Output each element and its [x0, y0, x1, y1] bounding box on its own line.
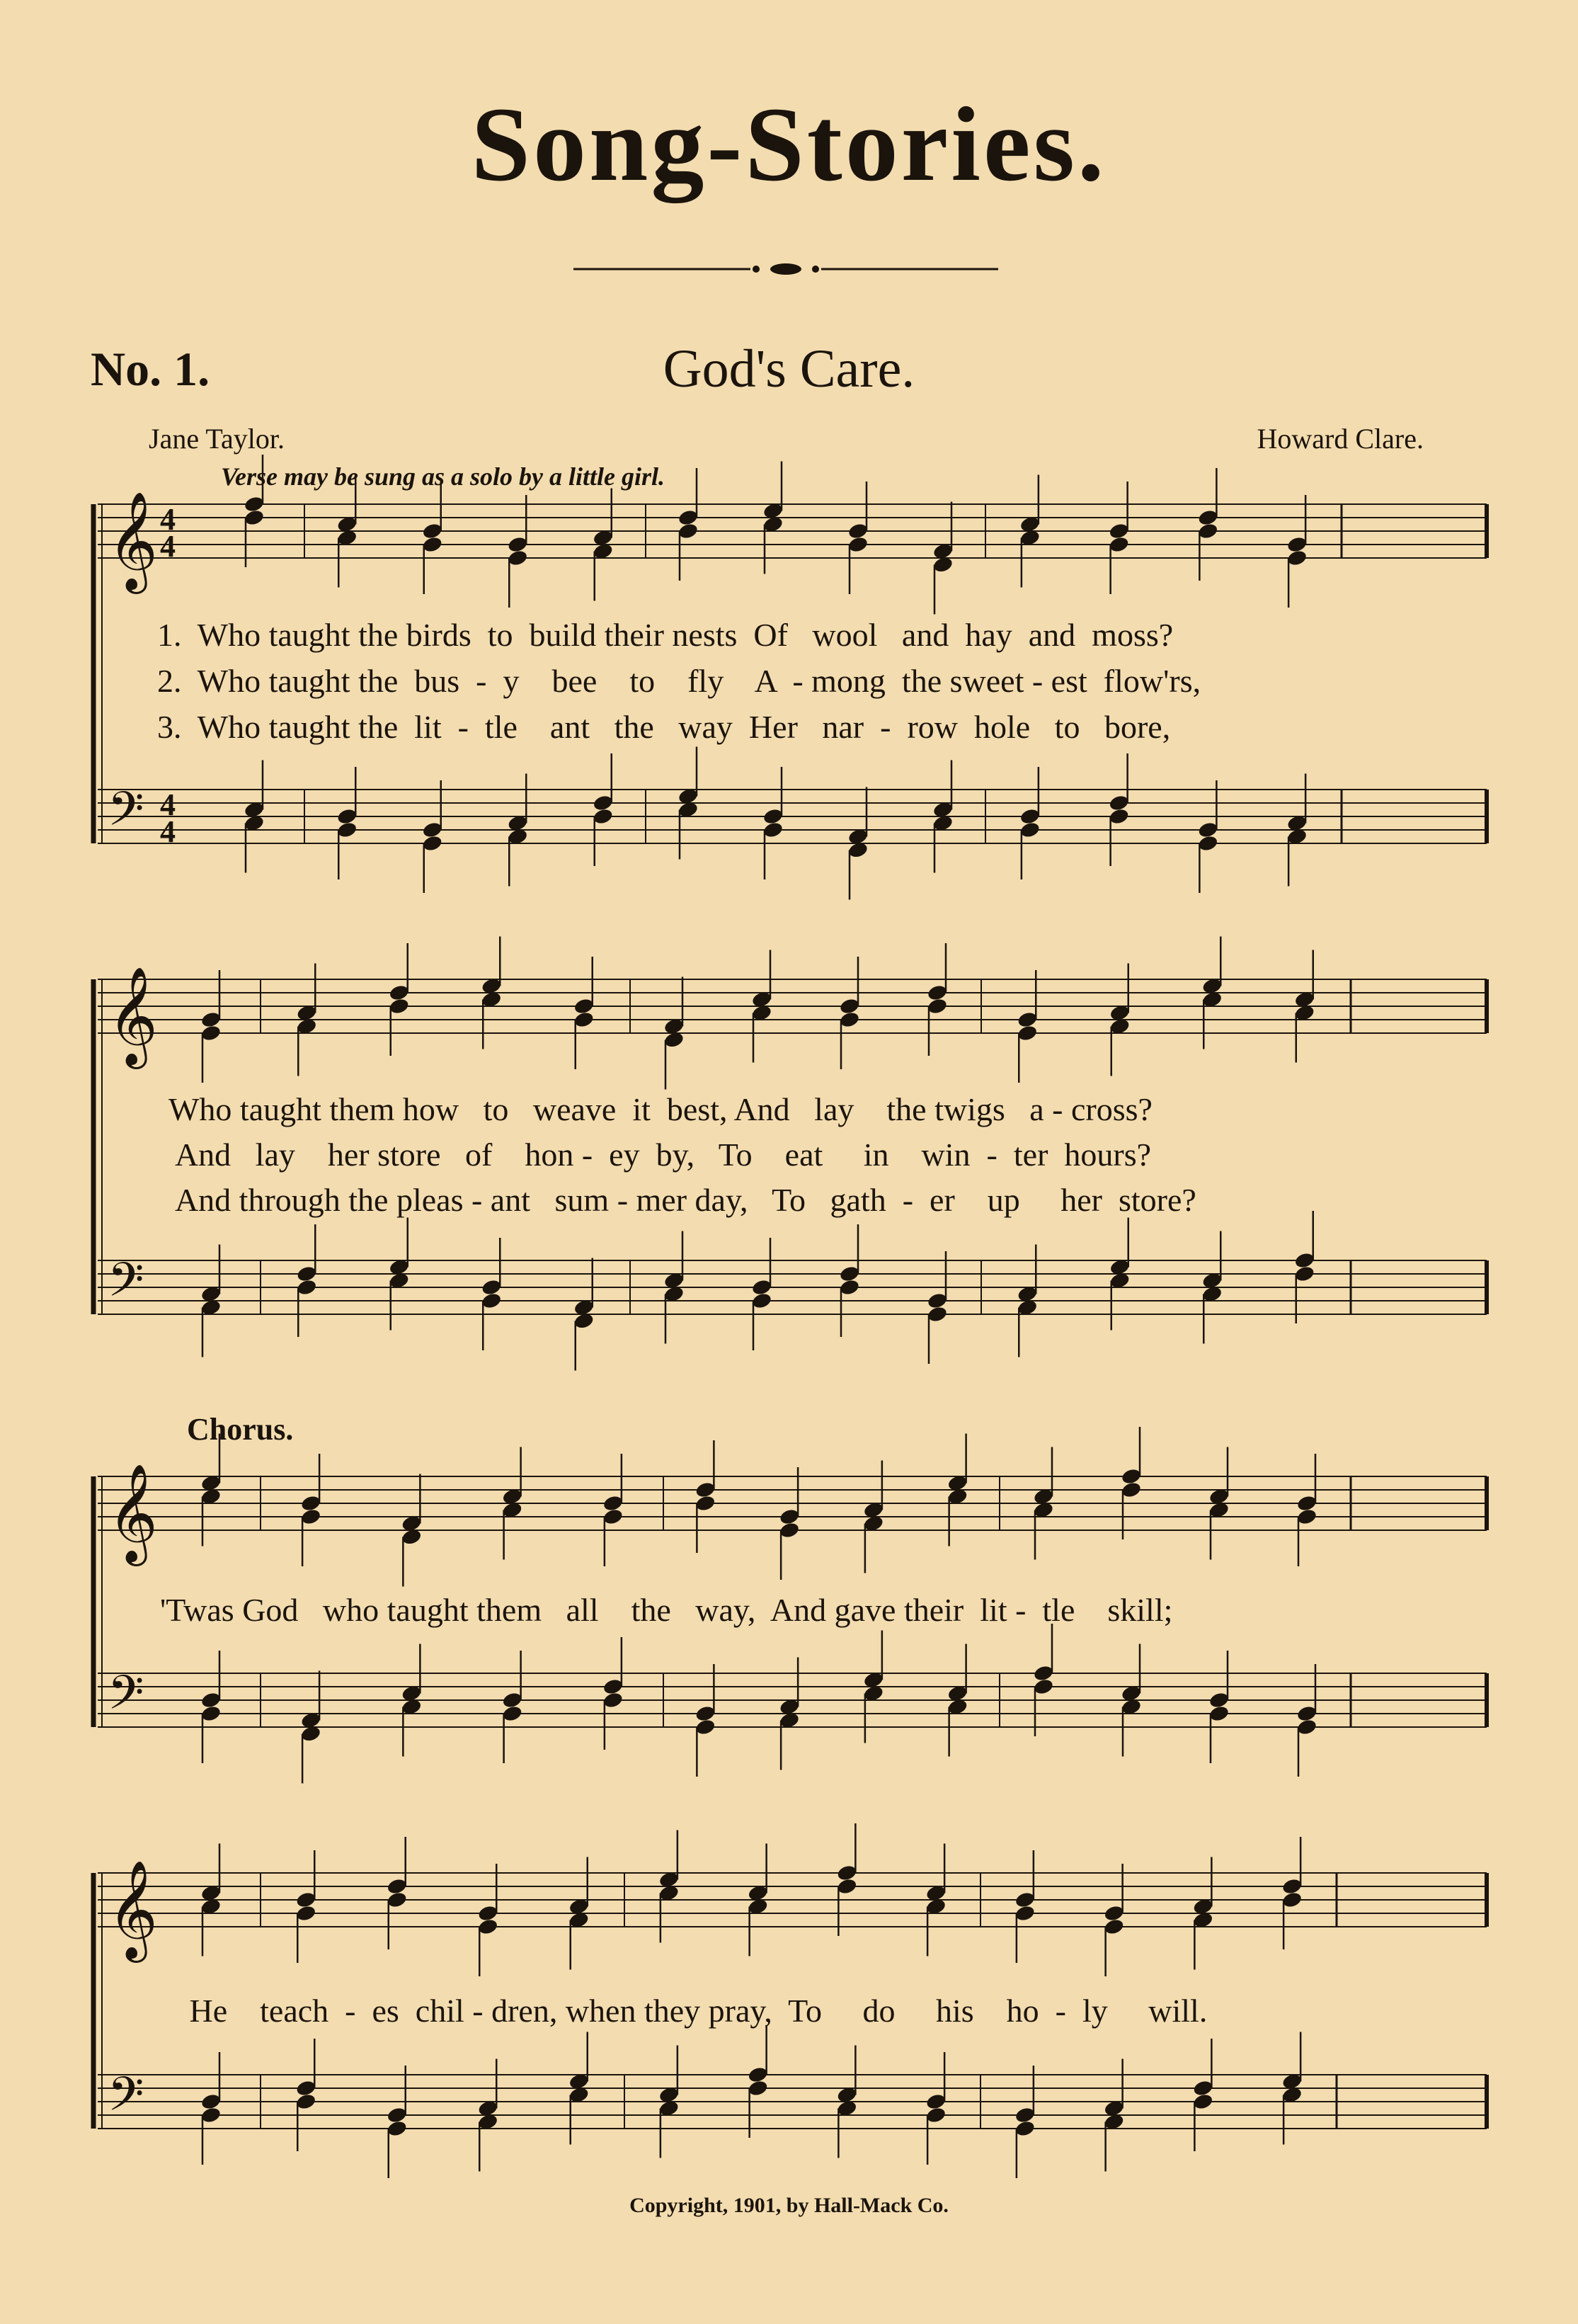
- note-head: [1014, 2119, 1036, 2138]
- song-number: No. 1.: [91, 342, 210, 396]
- note-head: [1108, 807, 1130, 826]
- note-head: [1019, 821, 1041, 839]
- note-head: [501, 1691, 523, 1709]
- note-head: [336, 807, 358, 826]
- note-head: [1296, 1508, 1318, 1526]
- time-signature-denominator: 4: [160, 814, 176, 849]
- note-head: [839, 1010, 861, 1029]
- lyric-line-s1-v3: 3. Who taught the lit - tle ant the way Her nar - row hole to bore,: [157, 709, 1171, 745]
- note-head: [200, 1691, 222, 1709]
- note-head: [296, 1265, 318, 1283]
- note-head: [386, 2119, 408, 2138]
- song-title: God's Care.: [663, 339, 915, 399]
- note-head: [1014, 1904, 1036, 1923]
- note-head: [477, 1918, 499, 1936]
- note-head: [200, 2106, 222, 2124]
- note-head: [694, 1494, 716, 1513]
- note-head: [927, 1292, 949, 1310]
- treble-clef-icon: 𝄞: [108, 967, 158, 1065]
- note-head: [602, 1678, 624, 1696]
- note-head: [1108, 535, 1130, 554]
- note-head: [421, 535, 443, 554]
- bass-clef-icon: 𝄢: [108, 2067, 144, 2133]
- note-head: [602, 1494, 624, 1513]
- note-head: [1033, 1664, 1055, 1682]
- note-head: [1103, 1904, 1125, 1923]
- note-head: [779, 1508, 801, 1526]
- note-head: [477, 1904, 499, 1923]
- note-head: [1286, 549, 1308, 567]
- bass-clef-icon: 𝄢: [108, 1665, 144, 1731]
- lyric-line-chorus-2: He teach - es chil - dren, when they pray, To do his ho - ly will.: [181, 1993, 1208, 2029]
- note-head: [200, 1010, 222, 1029]
- note-head: [927, 997, 949, 1015]
- note-head: [386, 1891, 408, 1909]
- note-head: [747, 2066, 769, 2084]
- lyric-line-s2-v3: And through the pleas - ant sum - mer day, To gath - er up her store?: [168, 1182, 1196, 1218]
- note-head: [421, 821, 443, 839]
- note-head: [1017, 1010, 1039, 1029]
- performance-direction: Verse may be sung as a solo by a little girl.: [221, 462, 665, 491]
- note-head: [602, 1691, 624, 1709]
- note-head: [1192, 2079, 1214, 2097]
- note-head: [925, 2092, 947, 2111]
- note-head: [200, 2092, 222, 2111]
- note-head: [1121, 1467, 1143, 1486]
- note-head: [592, 807, 614, 826]
- note-head: [602, 1508, 624, 1526]
- note-head: [839, 997, 861, 1015]
- lyric-line-s2-v2: And lay her store of hon - ey by, To eat in win - ter hours?: [168, 1137, 1152, 1173]
- note-head: [839, 1265, 861, 1283]
- composer-credit: Howard Clare.: [1257, 423, 1424, 455]
- note-head: [295, 2092, 317, 2111]
- note-head: [336, 821, 358, 839]
- note-head: [847, 522, 869, 540]
- note-head: [1296, 1718, 1318, 1736]
- note-head: [751, 1292, 773, 1310]
- note-head: [839, 1278, 861, 1297]
- treble-clef-icon: 𝄞: [108, 1464, 158, 1562]
- chorus-label: Chorus.: [187, 1412, 294, 1447]
- note-head: [501, 1704, 523, 1723]
- lyricist-credit: Jane Taylor.: [149, 423, 285, 455]
- note-head: [296, 1278, 318, 1297]
- lyric-line-chorus-1: 'Twas God who taught them all the way, And gave their lit - tle skill;: [160, 1592, 1173, 1628]
- note-head: [762, 807, 784, 826]
- note-head: [1293, 1251, 1315, 1270]
- note-head: [1017, 1024, 1039, 1042]
- note-head: [200, 1704, 222, 1723]
- note-head: [421, 834, 443, 853]
- note-head: [573, 997, 595, 1015]
- note-head: [925, 2106, 947, 2124]
- note-head: [1108, 794, 1130, 812]
- note-head: [388, 984, 410, 1002]
- note-head: [1014, 2106, 1036, 2124]
- treble-clef-icon: 𝄞: [108, 491, 158, 590]
- note-head: [1019, 807, 1041, 826]
- note-head: [694, 1481, 716, 1499]
- note-head: [694, 1718, 716, 1736]
- lyric-line-s1-v1: 1. Who taught the birds to build their nests Of wool and hay and moss?: [157, 617, 1174, 653]
- note-head: [295, 1904, 317, 1923]
- note-head: [1281, 1877, 1303, 1896]
- note-head: [573, 1010, 595, 1029]
- note-head: [200, 1024, 222, 1042]
- note-head: [1208, 1704, 1230, 1723]
- note-head: [244, 495, 265, 513]
- note-head: [1197, 508, 1219, 527]
- note-head: [677, 522, 699, 540]
- bass-clef-icon: 𝄢: [108, 782, 144, 848]
- note-head: [847, 535, 869, 554]
- note-head: [694, 1704, 716, 1723]
- note-head: [481, 1278, 503, 1297]
- note-head: [836, 1877, 858, 1896]
- note-head: [1103, 1918, 1125, 1936]
- copyright-notice: Copyright, 1901, by Hall-Mack Co.: [629, 2194, 949, 2217]
- note-head: [388, 997, 410, 1015]
- bass-clef-icon: 𝄢: [108, 1253, 144, 1318]
- note-head: [747, 2079, 769, 2097]
- note-head: [779, 1521, 801, 1539]
- note-head: [1197, 821, 1219, 839]
- note-head: [481, 1292, 503, 1310]
- note-head: [1286, 535, 1308, 554]
- note-head: [507, 549, 529, 567]
- note-head: [1121, 1481, 1143, 1499]
- note-head: [386, 1877, 408, 1896]
- note-head: [836, 1864, 858, 1882]
- note-head: [1208, 1691, 1230, 1709]
- note-head: [927, 984, 949, 1002]
- lyric-line-s2-v1: Who taught them how to weave it best, And lay the twigs a - cross?: [168, 1091, 1153, 1127]
- note-head: [421, 522, 443, 540]
- note-head: [677, 508, 699, 527]
- note-head: [1033, 1678, 1055, 1696]
- note-head: [1281, 1891, 1303, 1909]
- note-head: [1197, 834, 1219, 853]
- note-head: [751, 1278, 773, 1297]
- book-title: Song-Stories.: [471, 86, 1107, 203]
- note-head: [592, 794, 614, 812]
- note-head: [1197, 522, 1219, 540]
- note-head: [1108, 522, 1130, 540]
- time-signature-denominator: 4: [160, 529, 176, 564]
- time-signature-numerator: 4: [160, 502, 176, 537]
- lyric-line-s1-v2: 2. Who taught the bus - y bee to fly A - mong the sweet - est flow'rs,: [157, 663, 1201, 699]
- note-head: [1296, 1494, 1318, 1513]
- note-head: [1014, 1891, 1036, 1909]
- note-head: [244, 508, 265, 527]
- note-head: [295, 2079, 317, 2097]
- note-head: [762, 821, 784, 839]
- note-head: [507, 535, 529, 554]
- time-signature-numerator: 4: [160, 787, 176, 822]
- note-head: [1296, 1704, 1318, 1723]
- note-head: [386, 2106, 408, 2124]
- note-head: [300, 1508, 322, 1526]
- note-head: [1293, 1265, 1315, 1283]
- note-head: [300, 1494, 322, 1513]
- treble-clef-icon: 𝄞: [108, 1860, 158, 1959]
- note-head: [295, 1891, 317, 1909]
- note-head: [1192, 2092, 1214, 2111]
- note-head: [927, 1305, 949, 1323]
